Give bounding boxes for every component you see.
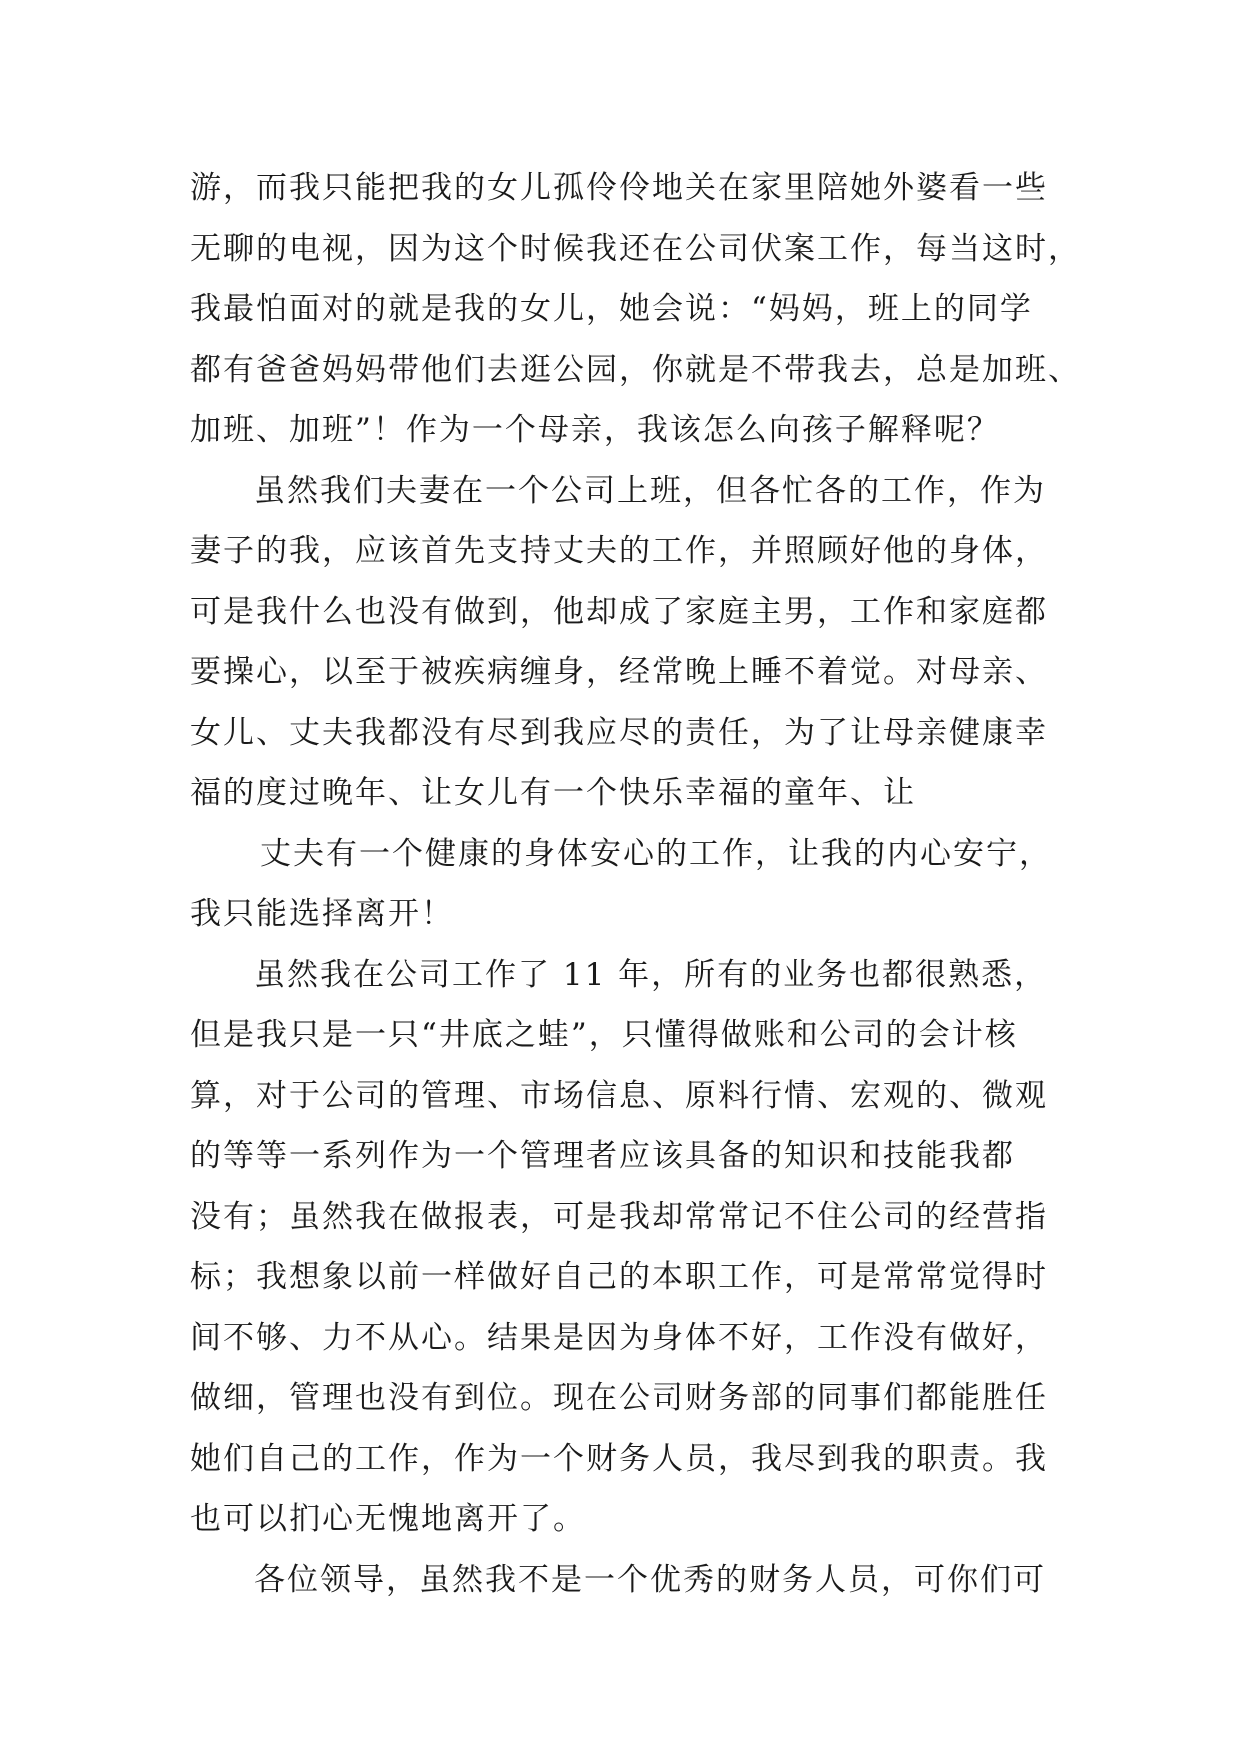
text-line: 妻子的我，应该首先支持丈夫的工作，并照顾好他的身体，: [190, 533, 1048, 569]
text-line: 没有；虽然我在做报表，可是我却常常记不住公司的经营指: [190, 1198, 1048, 1235]
paragraph-start-line: 丈夫有一个健康的身体安心的工作，让我的内心安宁，: [260, 835, 1052, 872]
text-line: 无聊的电视，因为这个时候我还在公司伏案工作，每当这时，: [190, 230, 1081, 267]
text-line: 福的度过晚年、让女儿有一个快乐幸福的童年、让: [190, 775, 916, 811]
text-line: 间不够、力不从心。结果是因为身体不好，工作没有做好，: [190, 1319, 1048, 1356]
text-line: 也可以扪心无愧地离开了。: [190, 1501, 586, 1537]
text-line: 可是我什么也没有做到，他却成了家庭主男，工作和家庭都: [190, 593, 1048, 630]
text-line: 女儿、丈夫我都没有尽到我应尽的责任，为了让母亲健康幸: [190, 714, 1048, 751]
paragraph-start-line: 各位领导，虽然我不是一个优秀的财务人员，可你们可: [254, 1561, 1046, 1598]
text-line: 游，而我只能把我的女儿孤伶伶地关在家里陪她外婆看一些: [190, 170, 1048, 206]
text-line: 要操心，以至于被疾病缠身，经常晚上睡不着觉。对母亲、: [190, 654, 1048, 690]
text-line: 算，对于公司的管理、市场信息、原料行情、宏观的、微观: [190, 1077, 1048, 1114]
text-line: 的等等一系列作为一个管理者应该具备的知识和技能我都: [190, 1138, 1015, 1174]
text-line: 标；我想象以前一样做好自己的本职工作，可是常常觉得时: [190, 1259, 1048, 1295]
body-text: [190, 158, 1081, 1610]
text-line: 加班、加班”！作为一个母亲，我该怎么向孩子解释呢？: [190, 412, 1000, 448]
paragraph-start-line: 虽然我们夫妻在一个公司上班，但各忙各的工作，作为: [254, 472, 1046, 509]
text-line: 都有爸爸妈妈带他们去逛公园，你就是不带我去，总是加班、: [190, 351, 1081, 388]
text-line: 做细，管理也没有到位。现在公司财务部的同事们都能胜任: [190, 1380, 1048, 1416]
text-line: 她们自己的工作，作为一个财务人员，我尽到我的职责。我: [190, 1440, 1048, 1477]
text-line: 我只能选择离开！: [190, 896, 454, 932]
paragraph-start-line: 虽然我在公司工作了 11 年，所有的业务也都很熟悉，: [254, 956, 1048, 993]
text-line: 我最怕面对的就是我的女儿，她会说：“妈妈，班上的同学: [190, 291, 1033, 327]
text-line: 但是我只是一只“井底之蛙”，只懂得做账和公司的会计核: [190, 1017, 1018, 1053]
